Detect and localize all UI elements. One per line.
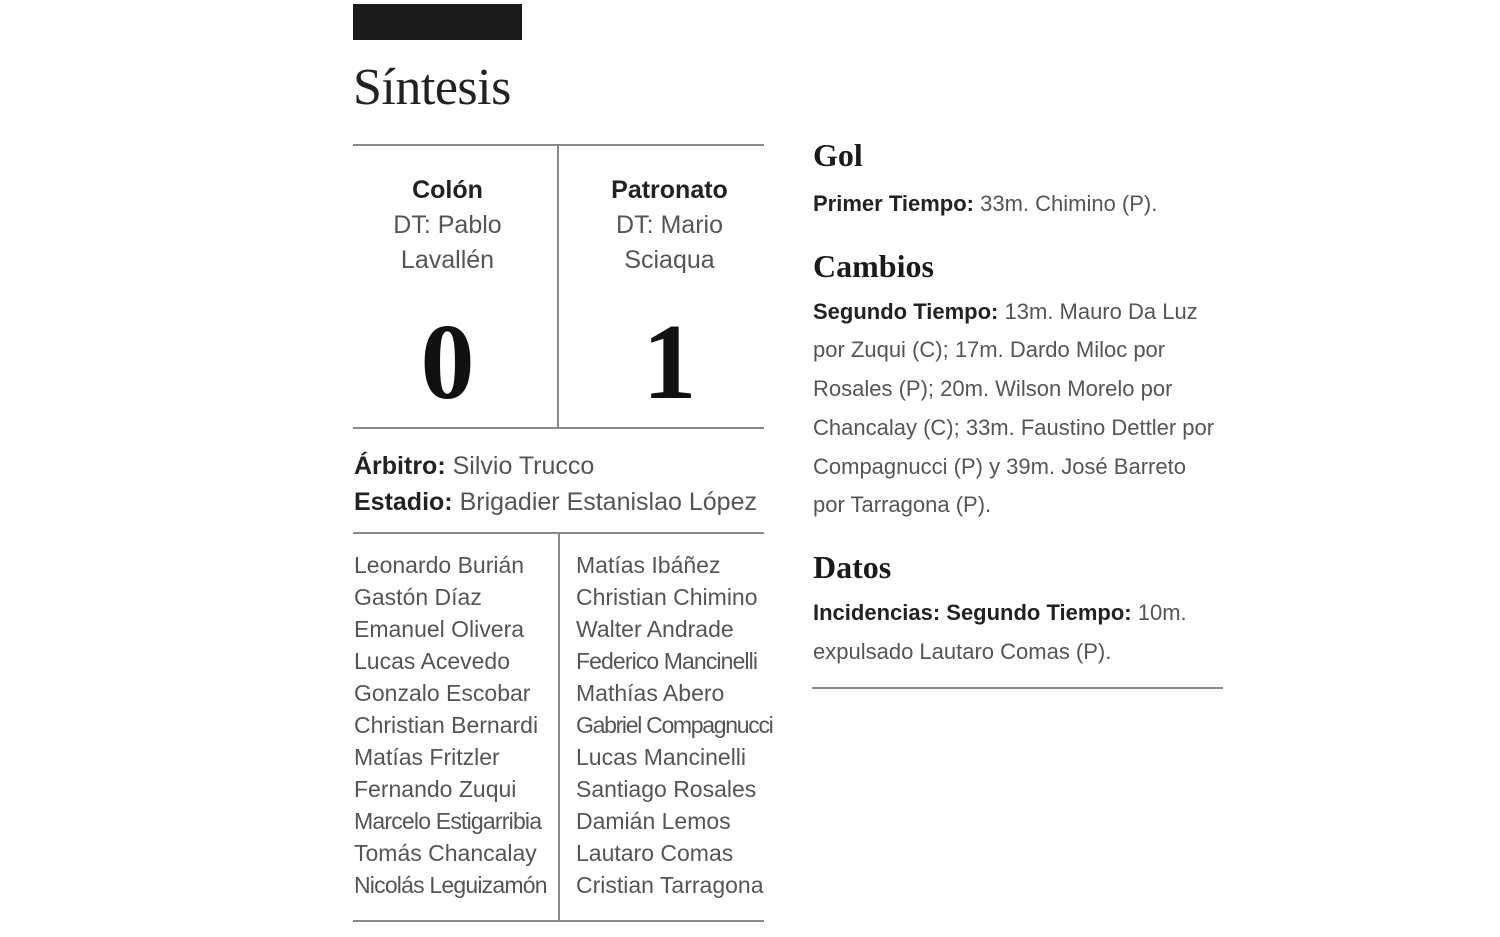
facts-heading: Datos [813, 548, 892, 585]
list-item: Damián Lemos [576, 808, 731, 834]
facts-text [813, 594, 1223, 671]
stadium-label: Estadio: [354, 488, 453, 516]
page-title: Síntesis [353, 59, 511, 116]
list-item: Cristian Tarragona [576, 872, 764, 898]
divider-lineups [558, 534, 560, 920]
goals-heading: Gol [813, 137, 863, 173]
changes-label: Segundo Tiempo: [813, 298, 999, 324]
home-lineup [354, 549, 547, 901]
changes-heading: Cambios [813, 247, 934, 284]
list-item: Leonardo Burián [354, 552, 525, 578]
goals-label: Primer Tiempo: [813, 191, 974, 216]
home-team [345, 173, 550, 422]
list-item: Matías Fritzler [354, 744, 500, 770]
match-info [354, 448, 757, 520]
list-item: Gonzalo Escobar [354, 680, 531, 706]
away-team-name: Patronato [611, 176, 728, 204]
goals-text [813, 185, 1223, 224]
away-coach-line1: DT: Mario [616, 211, 723, 239]
list-item: Gabriel Compagnucci [576, 712, 773, 738]
list-item: Lucas Acevedo [354, 648, 511, 674]
list-item: Lautaro Comas [576, 840, 734, 866]
list-item: Gastón Díaz [354, 584, 482, 610]
home-coach-line2: Lavallén [400, 246, 495, 274]
referee-line [354, 448, 757, 484]
away-lineup [576, 549, 772, 901]
divider-lineups-bottom [353, 920, 764, 922]
list-item: Tomás Chancalay [354, 840, 537, 866]
list-item: Matías Ibáñez [576, 552, 721, 578]
referee-value: Silvio Trucco [445, 452, 595, 480]
list-item: Christian Bernardi [354, 712, 539, 738]
section-tag-bar [353, 4, 522, 40]
list-item: Walter Andrade [576, 616, 734, 642]
referee-label: Árbitro: [354, 452, 446, 480]
divider-score-bottom [353, 427, 764, 429]
stadium-value: Brigadier Estanislao López [452, 488, 757, 516]
home-coach-line1: DT: Pablo [393, 211, 502, 239]
divider-teams [557, 146, 559, 427]
stadium-line [354, 484, 757, 520]
facts-label: Incidencias: Segundo Tiempo: [813, 599, 1132, 625]
divider-details-bottom [812, 687, 1223, 689]
match-details [813, 135, 1223, 671]
list-item: Santiago Rosales [576, 776, 757, 802]
changes-text [813, 293, 1223, 525]
facts-value: 10m. expulsado Lautaro Comas (P). [813, 599, 1187, 664]
away-score: 1 [642, 303, 697, 422]
away-team [567, 173, 772, 422]
list-item: Lucas Mancinelli [576, 744, 747, 770]
list-item: Nicolás Leguizamón [354, 872, 547, 898]
away-coach-line2: Sciaqua [624, 246, 715, 274]
home-team-name: Colón [412, 176, 483, 204]
list-item: Emanuel Olivera [354, 616, 525, 642]
changes-value: 13m. Mauro Da Luz por Zuqui (C); 17m. Dardo Miloc por Rosales (P); 20m. Wilson Morelo por Chancalay (C); 33m. Faustino Dettler por Compagnucci (P) y 39m. José Barreto por Tarragona (P). [813, 298, 1215, 518]
list-item: Federico Mancinelli [576, 648, 758, 674]
list-item: Marcelo Estigarribia [354, 808, 542, 834]
list-item: Fernando Zuqui [354, 776, 517, 802]
list-item: Christian Chimino [576, 584, 758, 610]
goals-value: 33m. Chimino (P). [973, 191, 1158, 216]
home-score: 0 [420, 303, 475, 422]
list-item: Mathías Abero [576, 680, 725, 706]
